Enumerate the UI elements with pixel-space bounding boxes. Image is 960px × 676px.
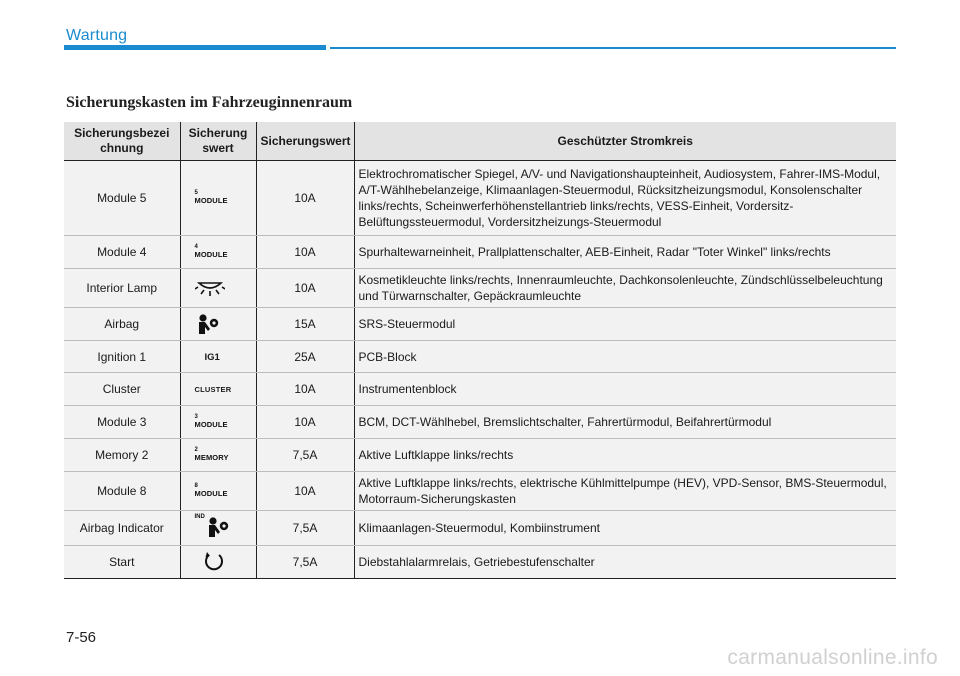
column-header-value: Sicherungswert bbox=[256, 122, 354, 161]
fuse-circuit: SRS-Steuermodul bbox=[354, 308, 896, 341]
section-label: Wartung bbox=[66, 27, 128, 44]
module-icon: 8 MODULE bbox=[194, 482, 228, 498]
cluster-icon: CLUSTER bbox=[194, 385, 232, 394]
fuse-name: Airbag Indicator bbox=[64, 511, 180, 546]
table-row bbox=[64, 161, 896, 236]
table-row bbox=[64, 373, 896, 406]
fuse-table bbox=[64, 122, 896, 579]
fuse-circuit: Spurhaltewarneinheit, Prallplattenschalter, AEB-Einheit, Radar "Toter Winkel" links/rechts bbox=[354, 236, 896, 269]
airbag-icon bbox=[195, 313, 221, 335]
fuse-circuit: Instrumentenblock bbox=[354, 373, 896, 406]
table-row bbox=[64, 308, 896, 341]
module-icon: 5 MODULE bbox=[194, 189, 228, 205]
fuse-circuit: Klimaanlagen-Steuermodul, Kombiinstrument bbox=[354, 511, 896, 546]
fuse-symbol bbox=[180, 511, 256, 546]
fuse-name: Start bbox=[64, 546, 180, 579]
fuse-circuit: Aktive Luftklappe links/rechts, elektrische Kühlmittelpumpe (HEV), VPD-Sensor, BMS-Steuermodul, Motorraum-Sicherungskasten bbox=[354, 472, 896, 511]
fuse-symbol bbox=[180, 546, 256, 579]
fuse-circuit: Elektrochromatischer Spiegel, A/V- und Navigationshaupteinheit, Audiosystem, Fahrer-IMS-Modul, A/T-Wählhebelanzeige, Klimaanlagen-Steuermodul, Rücksitzheizungsmodul, Konsolenschalter links/rechts, Scheinwerferhöhenstellantrieb links/rechts, VESS-Einheit, Vordersitz-Belüftungssteuermodul, Vordersitzheizungs-Steuermodul bbox=[354, 161, 896, 236]
fuse-symbol bbox=[180, 341, 256, 373]
fuse-value: 25A bbox=[256, 341, 354, 373]
module-icon: 4 MODULE bbox=[194, 243, 228, 259]
start-icon bbox=[203, 551, 225, 573]
watermark: carmanualsonline.info bbox=[727, 646, 938, 669]
fuse-circuit: Diebstahlalarmrelais, Getriebestufenschalter bbox=[354, 546, 896, 579]
ig1-icon: IG1 bbox=[204, 351, 220, 363]
fuse-value: 10A bbox=[256, 161, 354, 236]
fuse-symbol bbox=[180, 373, 256, 406]
page-number: 7-56 bbox=[66, 629, 97, 646]
fuse-symbol bbox=[180, 472, 256, 511]
fuse-value: 10A bbox=[256, 236, 354, 269]
fuse-name: Module 5 bbox=[64, 161, 180, 236]
fuse-circuit: Kosmetikleuchte links/rechts, Innenraumleuchte, Dachkonsolenleuchte, Zündschlüsselbeleuchtung und Türwarnschalter, Gepäckraumleuchte bbox=[354, 269, 896, 308]
table-row bbox=[64, 269, 896, 308]
fuse-value: 10A bbox=[256, 472, 354, 511]
fuse-symbol bbox=[180, 236, 256, 269]
header-bar-thick bbox=[64, 45, 326, 50]
fuse-value: 7,5A bbox=[256, 546, 354, 579]
fuse-value: 7,5A bbox=[256, 511, 354, 546]
fuse-symbol bbox=[180, 161, 256, 236]
fuse-symbol bbox=[180, 269, 256, 308]
table-row bbox=[64, 341, 896, 373]
fuse-circuit: PCB-Block bbox=[354, 341, 896, 373]
table-row bbox=[64, 472, 896, 511]
fuse-value: 10A bbox=[256, 406, 354, 439]
fuse-value: 10A bbox=[256, 269, 354, 308]
table-row bbox=[64, 406, 896, 439]
fuse-value: 10A bbox=[256, 373, 354, 406]
column-header-circuit: Geschützter Stromkreis bbox=[354, 122, 896, 161]
fuse-value: 7,5A bbox=[256, 439, 354, 472]
fuse-name: Ignition 1 bbox=[64, 341, 180, 373]
fuse-name: Module 8 bbox=[64, 472, 180, 511]
column-header-symbol: Sicherung swert bbox=[180, 122, 256, 161]
fuse-name: Interior Lamp bbox=[64, 269, 180, 308]
header-bar-thin bbox=[330, 47, 896, 49]
fuse-symbol bbox=[180, 439, 256, 472]
fuse-circuit: BCM, DCT-Wählhebel, Bremslichtschalter, Fahrertürmodul, Beifahrertürmodul bbox=[354, 406, 896, 439]
table-row bbox=[64, 439, 896, 472]
fuse-circuit: Aktive Luftklappe links/rechts bbox=[354, 439, 896, 472]
fuse-name: Airbag bbox=[64, 308, 180, 341]
column-header-name: Sicherungsbezei chnung bbox=[64, 122, 180, 161]
fuse-symbol bbox=[180, 406, 256, 439]
table-row bbox=[64, 511, 896, 546]
fuse-symbol bbox=[180, 308, 256, 341]
table-row bbox=[64, 236, 896, 269]
fuse-name: Module 4 bbox=[64, 236, 180, 269]
fuse-name: Cluster bbox=[64, 373, 180, 406]
memory-icon: 2 MEMORY bbox=[194, 446, 229, 462]
fuse-value: 15A bbox=[256, 308, 354, 341]
interior-lamp-icon bbox=[195, 279, 225, 297]
ind-label: IND bbox=[194, 514, 205, 520]
fuse-name: Module 3 bbox=[64, 406, 180, 439]
module-icon: 3 MODULE bbox=[194, 413, 228, 429]
airbag-indicator-icon bbox=[205, 516, 231, 538]
page-title: Sicherungskasten im Fahrzeuginnenraum bbox=[66, 94, 353, 111]
table-row bbox=[64, 546, 896, 579]
fuse-name: Memory 2 bbox=[64, 439, 180, 472]
table-header-row bbox=[64, 122, 896, 161]
